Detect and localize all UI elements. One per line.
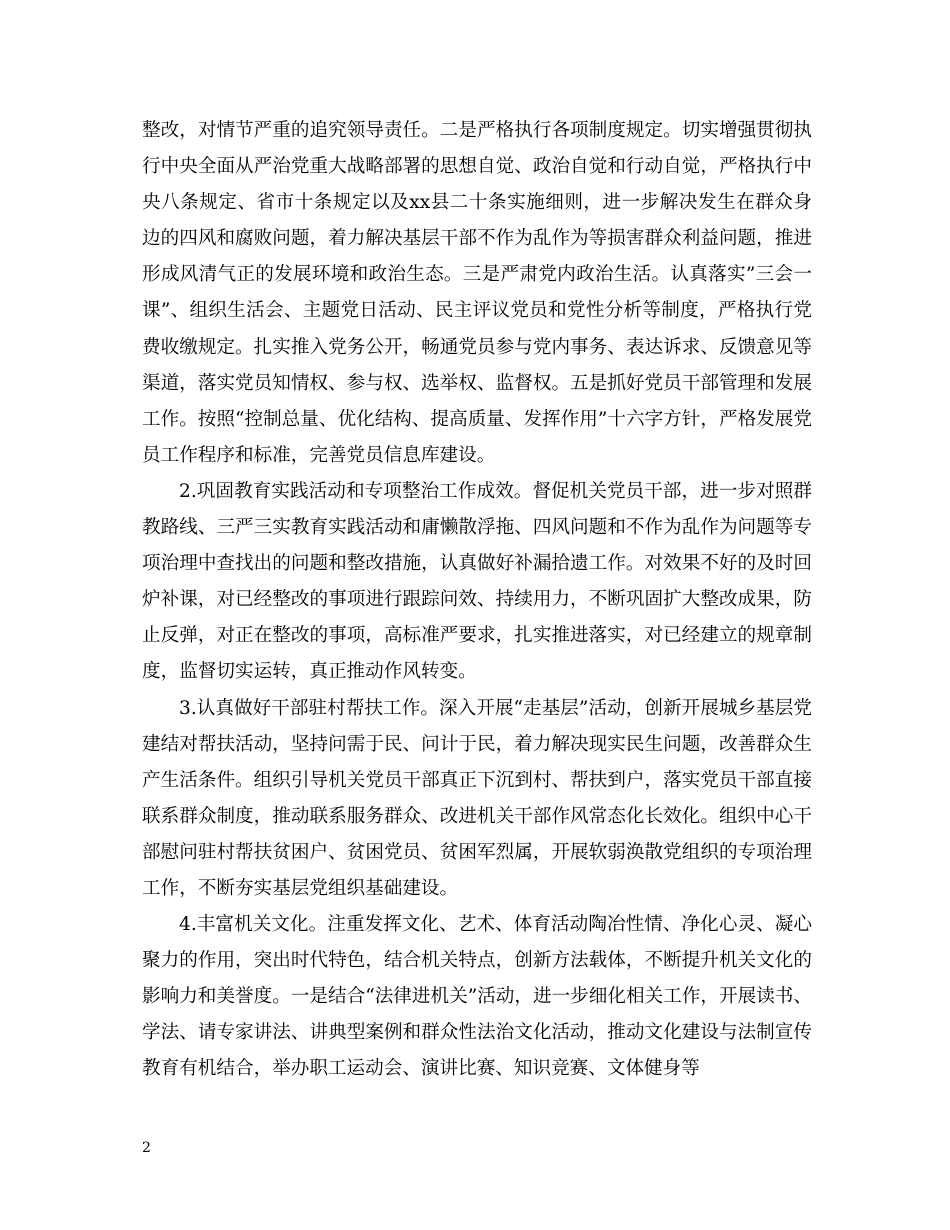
- paragraph-3: 3.认真做好干部驻村帮扶工作。深入开展“走基层”活动，创新开展城乡基层党建结对帮扶活动，坚持问需于民、问计于民，着力解决现实民生问题，改善群众生产生活条件。组织引导机关党员干部真正下沉到村、帮扶到户，落实党员干部直接联系群众制度，推动联系服务群众、改进机关干部作风常态化长效化。组织中心干部慰问驻村帮扶贫困户、贫困党员、贫困军烈属，开展软弱涣散党组织的专项治理工作，不断夯实基层党组织基础建设。: [142, 697, 812, 899]
- page-number: 2: [142, 1140, 151, 1156]
- body-text: [142, 113, 812, 1088]
- paragraph-2: 2.巩固教育实践活动和专项整治工作成效。督促机关党员干部，进一步对照群教路线、三严三实教育实践活动和庸懒散浮拖、四风问题和不作为乱作为问题等专项治理中查找出的问题和整改措施，认真做好补漏拾遗工作。对效果不好的及时回炉补课，对已经整改的事项进行跟踪问效、持续用力，不断巩固扩大整改成果，防止反弹，对正在整改的事项，高标准严要求，扎实推进落实，对已经建立的规章制度，监督切实运转，真正推动作风转变。: [142, 480, 812, 683]
- paragraph-4: 4.丰富机关文化。注重发挥文化、艺术、体育活动陶冶性情、净化心灵、凝心聚力的作用，突出时代特色，结合机关特点，创新方法载体，不断提升机关文化的影响力和美誉度。一是结合“法律进机关”活动，进一步细化相关工作，开展读书、学法、请专家讲法、讲典型案例和群众性法治文化活动，推动文化建设与法制宣传教育有机结合，举办职工运动会、演讲比赛、知识竞赛、文体健身等: [142, 914, 812, 1080]
- paragraph-1: 整改，对情节严重的追究领导责任。二是严格执行各项制度规定。切实增强贯彻执行中央全面从严治党重大战略部署的思想自觉、政治自觉和行动自觉，严格执行中央八条规定、省市十条规定以及xx县二十条实施细则，进一步解决发生在群众身边的四风和腐败问题，着力解决基层干部不作为乱作为等损害群众利益问题，推进形成风清气正的发展环境和政治生态。三是严肃党内政治生活。认真落实”三会一课”、组织生活会、主题党日活动、民主评议党员和党性分析等制度，严格执行党费收缴规定。扎实推入党务公开，畅通党员参与党内事务、表达诉求、反馈意见等渠道，落实党员知情权、参与权、选举权、监督权。五是抓好党员干部管理和发展工作。按照“控制总量、优化结构、提高质量、发挥作用”十六字方针，严格发展党员工作程序和标准，完善党员信息库建设。: [142, 120, 812, 466]
